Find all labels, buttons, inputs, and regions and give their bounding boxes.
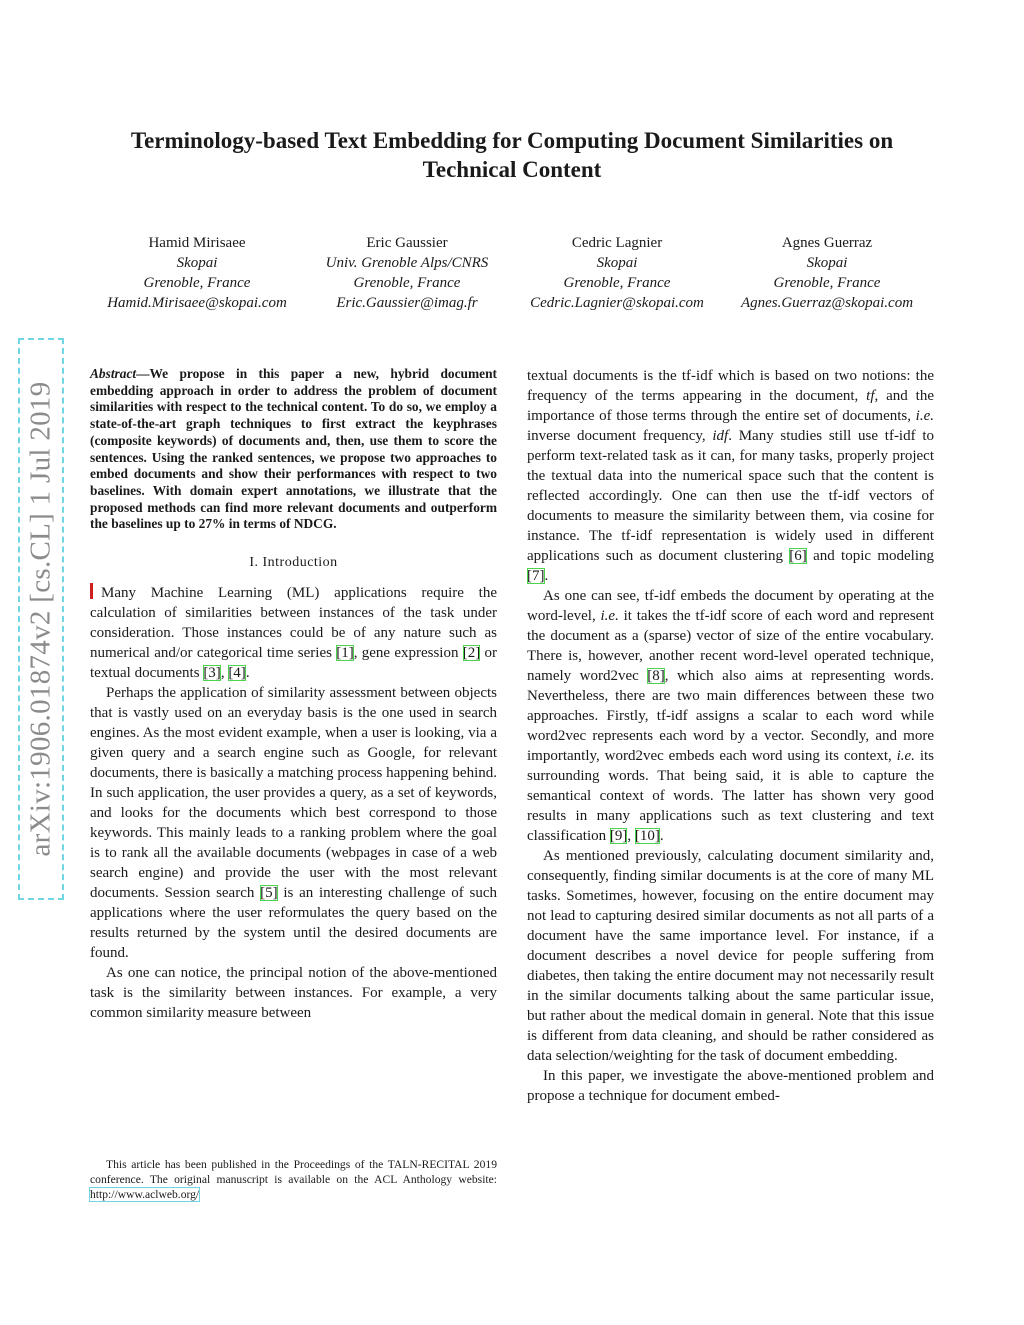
author-block	[722, 233, 932, 313]
paragraph: As mentioned previously, calculating document similarity and, consequently, finding similar documents is at the core of many ML tasks. Sometimes, however, focusing on the entire document may not lead to capturing desired similar documents as not all parts of a document have the same importance level. For instance, if a document describes a novel device for people suffering from diabetes, then taking the entire document may not necessarily result in the similar documents talking about the same particular issue, but rather about the medical domain in general. Note that this issue is different from data cleaning, and should be rather considered as data selection/weighting for the task of document embedding.	[527, 848, 934, 1064]
text-run: textual documents is the tf-idf which is based on two notions: the frequency of the terms appearing in the document,	[527, 368, 934, 404]
author-email: Eric.Gaussier@imag.fr	[336, 295, 478, 311]
text-run: , and the importance of those terms through the entire set of documents,	[527, 388, 935, 424]
text-run: i.e.	[915, 408, 934, 424]
change-marker	[90, 583, 93, 599]
section-heading-introduction: I. Introduction	[249, 555, 338, 571]
author-affiliation: Skopai	[596, 255, 638, 271]
paragraph	[90, 583, 497, 683]
footnote	[90, 1158, 497, 1202]
author-location: Grenoble, France	[143, 275, 251, 291]
author-location: Grenoble, France	[353, 275, 461, 291]
author-location: Grenoble, France	[563, 275, 671, 291]
text-run: it takes the tf-idf score of each word and represent the document as a (sparse) vector of size of the entire vocabulary. There is, however, another recent word-level operated technique, namely word2vec	[527, 608, 934, 684]
text-run: ,	[220, 665, 229, 682]
author-name: Eric Gaussier	[366, 235, 448, 251]
text-run: As one can see, tf-idf embeds the document by operating at the word-level,	[527, 588, 934, 624]
citation-link[interactable]: [3]	[203, 665, 221, 682]
author-affiliation: Skopai	[806, 255, 848, 271]
text-run: , gene expression	[353, 645, 463, 662]
author-email: Agnes.Guerraz@skopai.com	[740, 295, 914, 311]
citation-link[interactable]: [9]	[609, 828, 628, 844]
author-location: Grenoble, France	[773, 275, 881, 291]
text-run: .	[544, 568, 549, 584]
abstract	[90, 366, 497, 533]
text-run: its surrounding words. That being said, it is able to capture the semantical context of words. The latter has shown very good results in many applications such as text clustering and text classification	[527, 748, 934, 844]
citation-link[interactable]: [8]	[647, 668, 665, 684]
citation-link[interactable]: [1]	[336, 645, 354, 662]
text-run: inverse document frequency,	[527, 428, 713, 444]
paper-title: Terminology-based Text Embedding for Computing Document Similarities on Technical Content	[130, 128, 894, 182]
text-run: or textual documents	[90, 645, 497, 682]
abstract-text: —We propose in this paper a new, hybrid document embedding approach in order to address the problem of document similarities with respect to the technical content. To do so, we employ a state-of-the-art graph techniques to first extract the keyphrases (composite keywords) of documents and, then, use them to score the sentences. Using the ranked sentences, we propose two approaches to embed documents and show their performances with respect to two baselines. With domain expert annotations, we illustrate that the proposed methods can find more relevant documents and outperform the baselines up to 27% in terms of NDCG.	[90, 366, 497, 532]
abstract-label: Abstract	[90, 366, 137, 381]
author-affiliation: Skopai	[176, 255, 218, 271]
left-column	[90, 366, 497, 1023]
author-block	[512, 233, 722, 313]
text-run: Many Machine Learning (ML) applications require the calculation of similarities between instances of the task under consideration. Those instances could be of any nature such as numerical and/or categorical time series	[90, 585, 497, 662]
paragraph	[527, 586, 934, 846]
author-block	[92, 233, 302, 313]
author-name: Agnes Guerraz	[781, 235, 873, 251]
citation-link[interactable]: [7]	[527, 568, 545, 584]
text-run: and topic modeling	[806, 548, 934, 564]
arxiv-stamp	[18, 338, 64, 900]
footnote-text: This article has been published in the Proceedings of the TALN-RECITAL 2019 conference. The original manuscript is available on the ACL Anthology website:	[90, 1158, 497, 1186]
author-email: Hamid.Mirisaee@skopai.com	[107, 295, 287, 311]
paragraph	[90, 683, 497, 963]
paragraph: As one can notice, the principal notion of the above-mentioned task is the similarity between instances. For example, a very common similarity measure between	[90, 965, 497, 1022]
author-email: Cedric.Lagnier@skopai.com	[530, 295, 704, 311]
author-block	[302, 233, 512, 313]
citation-link[interactable]: [2]	[462, 645, 481, 662]
text-run: Perhaps the application of similarity assessment between objects that is vastly used on an everyday basis is the one used in search engines. As the most evident example, when a user is looking, via a given query and a search engine such as Google, for relevant documents, there is basically a matching process happening behind. In such application, the user provides a query, as a set of keywords, and looks for the documents which best correspond to those keywords. This mainly leads to a ranking problem where the goal is to rank all the available documents (webpages in case of a web search engine) and provide the user with the most relevant documents. Session search	[90, 685, 497, 902]
text-run: i.e.	[600, 608, 619, 624]
right-column	[527, 366, 934, 1106]
text-run: idf	[712, 428, 729, 444]
text-run: i.e.	[896, 748, 915, 764]
paragraph	[527, 366, 934, 586]
text-run: , which also aims at representing words. Nevertheless, there are two main differences between these two approaches. Firstly, tf-idf assigns a scalar to each word while word2vec represents each word by a vector. Secondly, and more importantly, word2vec embeds each word using its context,	[527, 668, 934, 764]
citation-link[interactable]: [5]	[260, 885, 278, 902]
text-run: tf	[866, 388, 875, 404]
footnote-link[interactable]: http://www.aclweb.org/	[90, 1187, 200, 1201]
citation-link[interactable]: [4]	[228, 665, 246, 682]
author-affiliation: Univ. Grenoble Alps/CNRS	[325, 255, 489, 271]
author-name: Hamid Mirisaee	[148, 235, 246, 251]
text-run: .	[659, 828, 664, 844]
paragraph: In this paper, we investigate the above-mentioned problem and propose a technique for document embed-	[527, 1068, 934, 1104]
author-name: Cedric Lagnier	[571, 235, 663, 251]
text-run: ,	[627, 828, 635, 844]
text-run: . Many studies still use tf-idf to perform text-related task as it can, for many tasks, properly project the textual data into the numerical space such that the content is reflected accordingly. One can then use the tf-idf vectors of documents to measure the similarity between them, via cosine for instance. The tf-idf representation is widely used in different applications such as document clustering	[527, 428, 934, 564]
arxiv-stamp-text: arXiv:1906.01874v2 [cs.CL] 1 Jul 2019	[24, 381, 57, 857]
citation-link[interactable]: [10]	[634, 828, 660, 844]
text-run: is an interesting challenge of such applications where the user reformulates the query based on the results returned by the system until the desired documents are found.	[90, 885, 498, 962]
author-list	[92, 233, 932, 313]
text-run: .	[245, 665, 250, 682]
citation-link[interactable]: [6]	[789, 548, 807, 564]
